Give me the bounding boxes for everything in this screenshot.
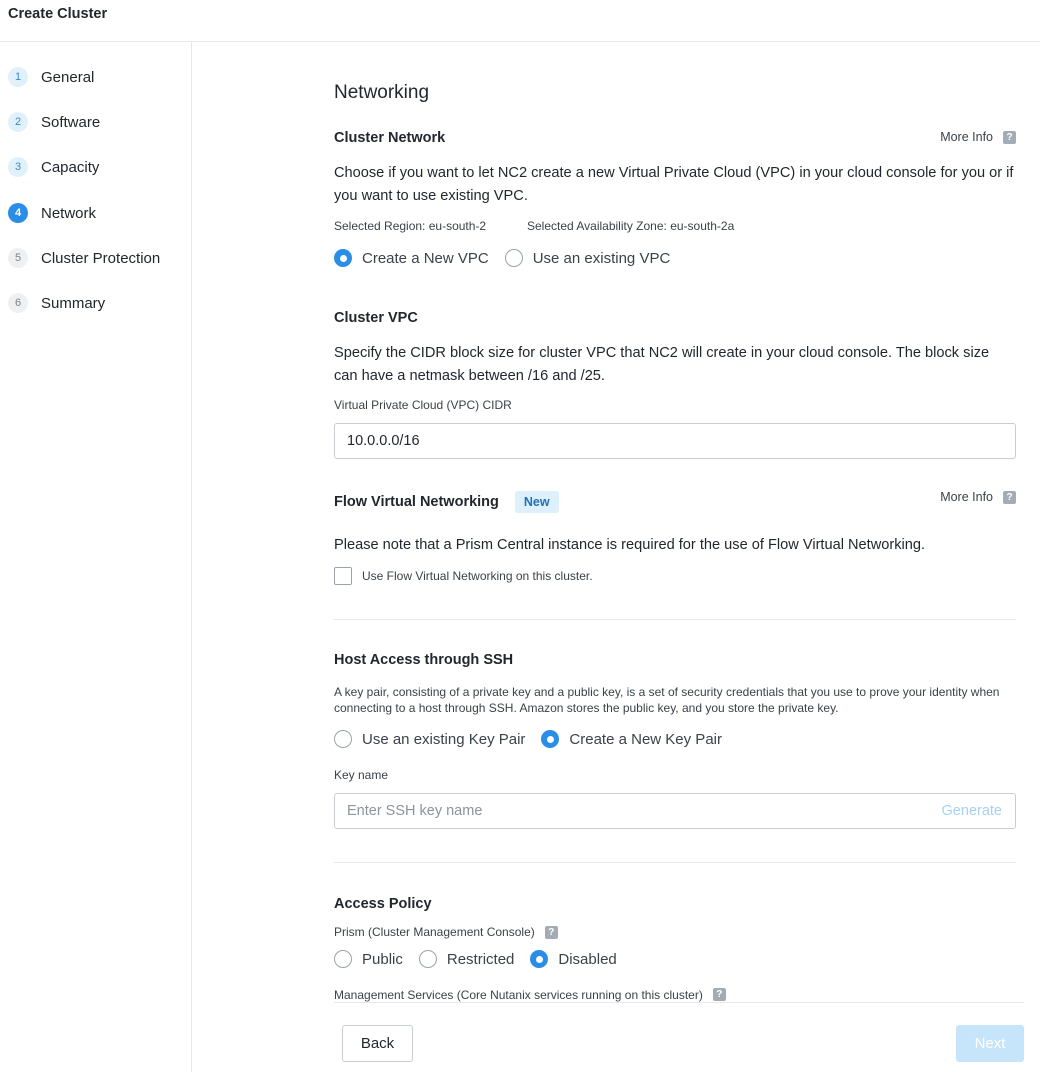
selected-availability-zone: Selected Availability Zone: eu-south-2a — [527, 219, 735, 233]
step-label: Summary — [41, 294, 106, 312]
header-bar — [0, 0, 1040, 42]
radio-button[interactable] — [334, 730, 352, 748]
next-button[interactable]: Next — [956, 1025, 1024, 1062]
prism-access-radio-group — [334, 948, 633, 970]
key-pair-radio-group — [334, 728, 738, 750]
step-label: Network — [41, 204, 97, 222]
vpc-cidr-input[interactable] — [334, 423, 1016, 459]
ssh-heading: Host Access through SSH — [334, 652, 514, 668]
radio-label: Public — [362, 950, 403, 968]
radio-prism-public[interactable] — [334, 950, 403, 968]
step-label: Cluster Protection — [41, 249, 161, 267]
ssh-description: A key pair, consisting of a private key and a public key, is a set of security credentials that you use to prove your identity when connecting to a host through SSH. Amazon stores the public key, and you store the private key. — [334, 685, 1000, 715]
radio-button[interactable] — [505, 249, 523, 267]
prism-label: Prism (Cluster Management Console) — [334, 925, 535, 939]
radio-label: Create a New Key Pair — [569, 730, 722, 748]
step-software[interactable] — [8, 110, 100, 134]
radio-button[interactable] — [419, 950, 437, 968]
wizard-sidebar — [0, 42, 192, 1072]
radio-label: Use an existing VPC — [532, 249, 671, 267]
step-summary[interactable] — [8, 291, 105, 315]
help-icon: ? — [1003, 491, 1016, 504]
step-cluster-protection[interactable] — [8, 246, 160, 270]
cluster-network-more-info-link[interactable] — [940, 130, 1016, 144]
step-label: Software — [41, 113, 101, 131]
step-label: General — [41, 68, 95, 86]
back-button[interactable]: Back — [342, 1025, 413, 1062]
step-number: 6 — [8, 293, 28, 313]
help-icon[interactable]: ? — [545, 926, 558, 939]
more-info-label: More Info — [940, 490, 993, 504]
radio-button[interactable] — [334, 950, 352, 968]
page-title: Networking — [334, 82, 430, 103]
help-icon[interactable]: ? — [713, 988, 726, 1001]
step-number: 5 — [8, 248, 28, 268]
checkbox-label: Use Flow Virtual Networking on this cluster. — [362, 569, 593, 583]
step-number: 2 — [8, 112, 28, 132]
step-number: 1 — [8, 67, 28, 87]
radio-button-checked[interactable] — [334, 249, 352, 267]
management-services-label-row — [334, 988, 726, 1002]
step-network[interactable] — [8, 201, 96, 225]
radio-label: Use an existing Key Pair — [362, 730, 526, 748]
radio-button-checked[interactable] — [530, 950, 548, 968]
help-icon: ? — [1003, 131, 1016, 144]
new-badge: New — [515, 491, 559, 513]
radio-create-new-key-pair[interactable] — [541, 730, 722, 748]
flow-networking-description: Please note that a Prism Central instance is required for the use of Flow Virtual Networking. — [334, 537, 926, 553]
step-number: 4 — [8, 203, 28, 223]
step-label: Capacity — [41, 158, 100, 176]
vpc-choice-radio-group — [334, 247, 686, 269]
key-name-field — [334, 793, 1016, 829]
radio-use-existing-vpc[interactable] — [505, 249, 671, 267]
radio-use-existing-key-pair[interactable] — [334, 730, 525, 748]
cluster-vpc-heading: Cluster VPC — [334, 310, 418, 326]
radio-label: Disabled — [558, 950, 617, 968]
flow-networking-checkbox-row[interactable] — [334, 567, 593, 585]
section-divider — [334, 862, 1016, 863]
flow-networking-heading-row — [334, 491, 559, 513]
cluster-network-description: Choose if you want to let NC2 create a new Virtual Private Cloud (VPC) in your cloud console for you or if you want to use existing VPC. — [334, 165, 1014, 204]
flow-networking-checkbox[interactable] — [334, 567, 352, 585]
step-number: 3 — [8, 157, 28, 177]
cluster-vpc-description: Specify the CIDR block size for cluster VPC that NC2 will create in your cloud console. The block size can have a netmask between /16 and /25. — [334, 345, 990, 384]
footer-divider — [334, 1002, 1024, 1003]
management-services-label: Management Services (Core Nutanix services running on this cluster) — [334, 988, 703, 1002]
prism-label-row — [334, 925, 558, 939]
step-capacity[interactable] — [8, 155, 99, 179]
vpc-cidr-label: Virtual Private Cloud (VPC) CIDR — [334, 398, 512, 412]
flow-networking-more-info-link[interactable] — [940, 490, 1016, 504]
radio-label: Restricted — [446, 950, 515, 968]
radio-label: Create a New VPC — [362, 249, 489, 267]
ssh-key-name-input[interactable] — [334, 793, 1016, 829]
key-name-label: Key name — [334, 768, 389, 782]
more-info-label: More Info — [940, 130, 993, 144]
generate-key-button[interactable]: Generate — [941, 803, 1002, 819]
radio-button-checked[interactable] — [541, 730, 559, 748]
selected-region: Selected Region: eu-south-2 — [334, 219, 487, 233]
step-general[interactable] — [8, 65, 94, 89]
radio-prism-restricted[interactable] — [419, 950, 515, 968]
section-divider — [334, 619, 1016, 620]
radio-create-new-vpc[interactable] — [334, 249, 489, 267]
cluster-network-heading: Cluster Network — [334, 130, 446, 146]
radio-prism-disabled[interactable] — [530, 950, 616, 968]
flow-networking-heading: Flow Virtual Networking — [334, 494, 499, 510]
access-policy-heading: Access Policy — [334, 896, 432, 912]
page-header-title: Create Cluster — [8, 6, 108, 22]
